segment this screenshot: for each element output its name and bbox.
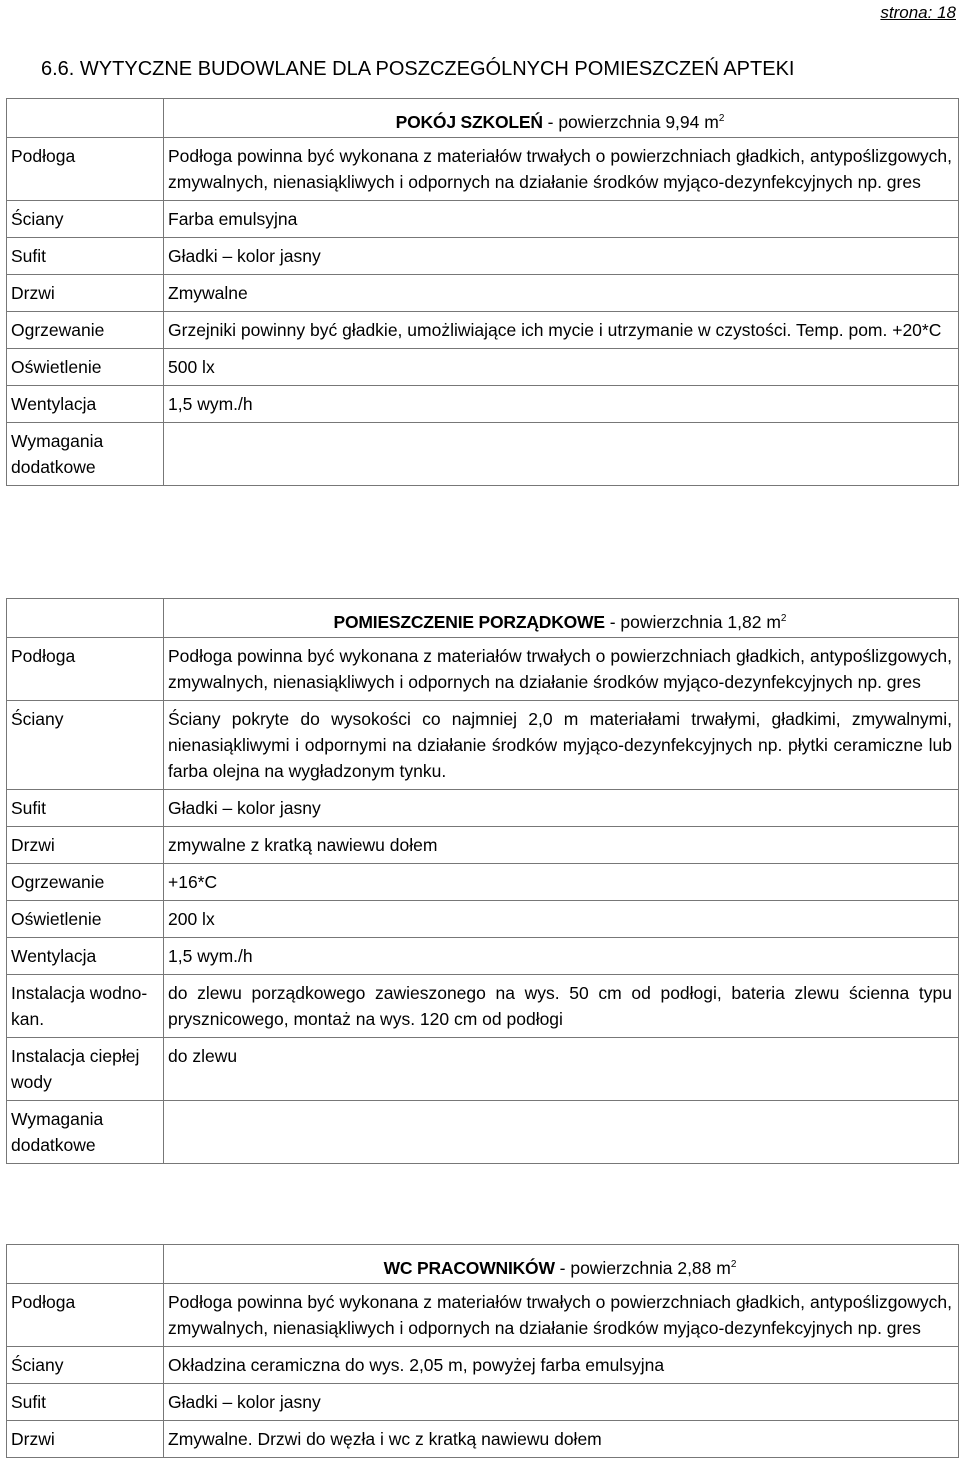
room-title-row <box>7 1245 959 1284</box>
spec-row-additional <box>7 423 959 486</box>
row-label: Podłoga <box>7 138 164 201</box>
row-label: Sufit <box>7 790 164 827</box>
spec-row-ventilation <box>7 386 959 423</box>
row-label: Wentylacja <box>7 938 164 975</box>
row-label: Oświetlenie <box>7 349 164 386</box>
room-title-row <box>7 99 959 138</box>
spec-row-heating <box>7 864 959 901</box>
row-value <box>164 1101 959 1164</box>
area-unit-exponent: 2 <box>718 113 725 125</box>
room-name: WC PRACOWNIKÓW <box>383 1258 555 1278</box>
row-value <box>164 423 959 486</box>
spec-row-ceiling <box>7 238 959 275</box>
room-spec-table-cleaning <box>6 598 959 1164</box>
spec-row-water-sewage <box>7 975 959 1038</box>
row-label: Instalacja ciepłej wody <box>7 1038 164 1101</box>
spec-row-additional <box>7 1101 959 1164</box>
row-value: zmywalne z kratką nawiewu dołem <box>164 827 959 864</box>
spec-row-floor <box>7 638 959 701</box>
room-area: - powierzchnia 2,88 m <box>554 1258 731 1278</box>
spec-row-doors <box>7 275 959 312</box>
spec-row-ventilation <box>7 938 959 975</box>
row-label: Podłoga <box>7 1284 164 1347</box>
room-title <box>164 599 959 638</box>
row-label: Ściany <box>7 201 164 238</box>
row-label: Instalacja wodno-kan. <box>7 975 164 1038</box>
row-value: Gładki – kolor jasny <box>164 1384 959 1421</box>
spec-row-doors <box>7 1421 959 1458</box>
room-name: POKÓJ SZKOLEŃ <box>395 112 543 132</box>
row-value: Gładki – kolor jasny <box>164 790 959 827</box>
room-name: POMIESZCZENIE PORZĄDKOWE <box>333 612 605 632</box>
row-value: Grzejniki powinny być gładkie, umożliwiające ich mycie i utrzymanie w czystości. Temp. pom. +20*C <box>164 312 959 349</box>
area-unit-exponent: 2 <box>780 613 787 625</box>
row-label: Ogrzewanie <box>7 312 164 349</box>
row-label: Oświetlenie <box>7 901 164 938</box>
room-title-row <box>7 599 959 638</box>
row-label: Sufit <box>7 1384 164 1421</box>
room-title <box>164 1245 959 1284</box>
spec-row-doors <box>7 827 959 864</box>
spec-row-walls <box>7 701 959 790</box>
spec-row-hot-water <box>7 1038 959 1101</box>
spec-row-ceiling <box>7 790 959 827</box>
row-value: Podłoga powinna być wykonana z materiałów trwałych o powierzchniach gładkich, antypoślizgowych, zmywalnych, nienasiąkliwych i odpornych na działanie środków myjąco-dezynfekcyjnych np. gres <box>164 1284 959 1347</box>
row-label: Wentylacja <box>7 386 164 423</box>
spec-row-walls <box>7 201 959 238</box>
row-value: +16*C <box>164 864 959 901</box>
row-label: Sufit <box>7 238 164 275</box>
row-value: 1,5 wym./h <box>164 938 959 975</box>
row-value: Podłoga powinna być wykonana z materiałów trwałych o powierzchniach gładkich, antypoślizgowych, zmywalnych, nienasiąkliwych i odpornych na działanie środków myjąco-dezynfekcyjnych np. gres <box>164 638 959 701</box>
spec-row-walls <box>7 1347 959 1384</box>
row-label: Drzwi <box>7 275 164 312</box>
row-label: Wymagania dodatkowe <box>7 1101 164 1164</box>
area-unit-exponent: 2 <box>730 1259 737 1271</box>
page-number: strona: 18 <box>880 3 956 22</box>
spec-row-lighting <box>7 901 959 938</box>
row-label: Ogrzewanie <box>7 864 164 901</box>
spec-row-floor <box>7 138 959 201</box>
row-value: Podłoga powinna być wykonana z materiałów trwałych o powierzchniach gładkich, antypoślizgowych, zmywalnych, nienasiąkliwych i odpornych na działanie środków myjąco-dezynfekcyjnych np. gres <box>164 138 959 201</box>
row-value: Gładki – kolor jasny <box>164 238 959 275</box>
section-heading: 6.6. WYTYCZNE BUDOWLANE DLA POSZCZEGÓLNYCH POMIESZCZEŃ APTEKI <box>41 58 795 80</box>
row-label: Ściany <box>7 1347 164 1384</box>
room-spec-table-training <box>6 98 959 486</box>
row-value: Zmywalne <box>164 275 959 312</box>
room-title <box>164 99 959 138</box>
room-area: - powierzchnia 1,82 m <box>604 612 781 632</box>
row-value: Ściany pokryte do wysokości co najmniej 2,0 m materiałami trwałymi, gładkimi, zmywalnymi, nienasiąkliwymi i odpornymi na działanie środków myjąco-dezynfekcyjnych np. płytki ceramiczne lub farba olejna na wygładzonym tynku. <box>164 701 959 790</box>
row-value: 200 lx <box>164 901 959 938</box>
spec-row-floor <box>7 1284 959 1347</box>
row-label: Ściany <box>7 701 164 790</box>
row-value: Okładzina ceramiczna do wys. 2,05 m, powyżej farba emulsyjna <box>164 1347 959 1384</box>
row-value: Zmywalne. Drzwi do węzła i wc z kratką nawiewu dołem <box>164 1421 959 1458</box>
row-value: 500 lx <box>164 349 959 386</box>
row-value: do zlewu porządkowego zawieszonego na wys. 50 cm od podłogi, bateria zlewu ścienna typu prysznicowego, montaż na wys. 120 cm od podłogi <box>164 975 959 1038</box>
row-value: Farba emulsyjna <box>164 201 959 238</box>
row-label: Drzwi <box>7 827 164 864</box>
room-spec-table-staff-wc <box>6 1244 959 1458</box>
row-label: Podłoga <box>7 638 164 701</box>
row-label: Drzwi <box>7 1421 164 1458</box>
row-value: 1,5 wym./h <box>164 386 959 423</box>
spec-row-ceiling <box>7 1384 959 1421</box>
spec-row-lighting <box>7 349 959 386</box>
row-label: Wymagania dodatkowe <box>7 423 164 486</box>
spec-row-heating <box>7 312 959 349</box>
row-value: do zlewu <box>164 1038 959 1101</box>
room-area: - powierzchnia 9,94 m <box>542 112 719 132</box>
